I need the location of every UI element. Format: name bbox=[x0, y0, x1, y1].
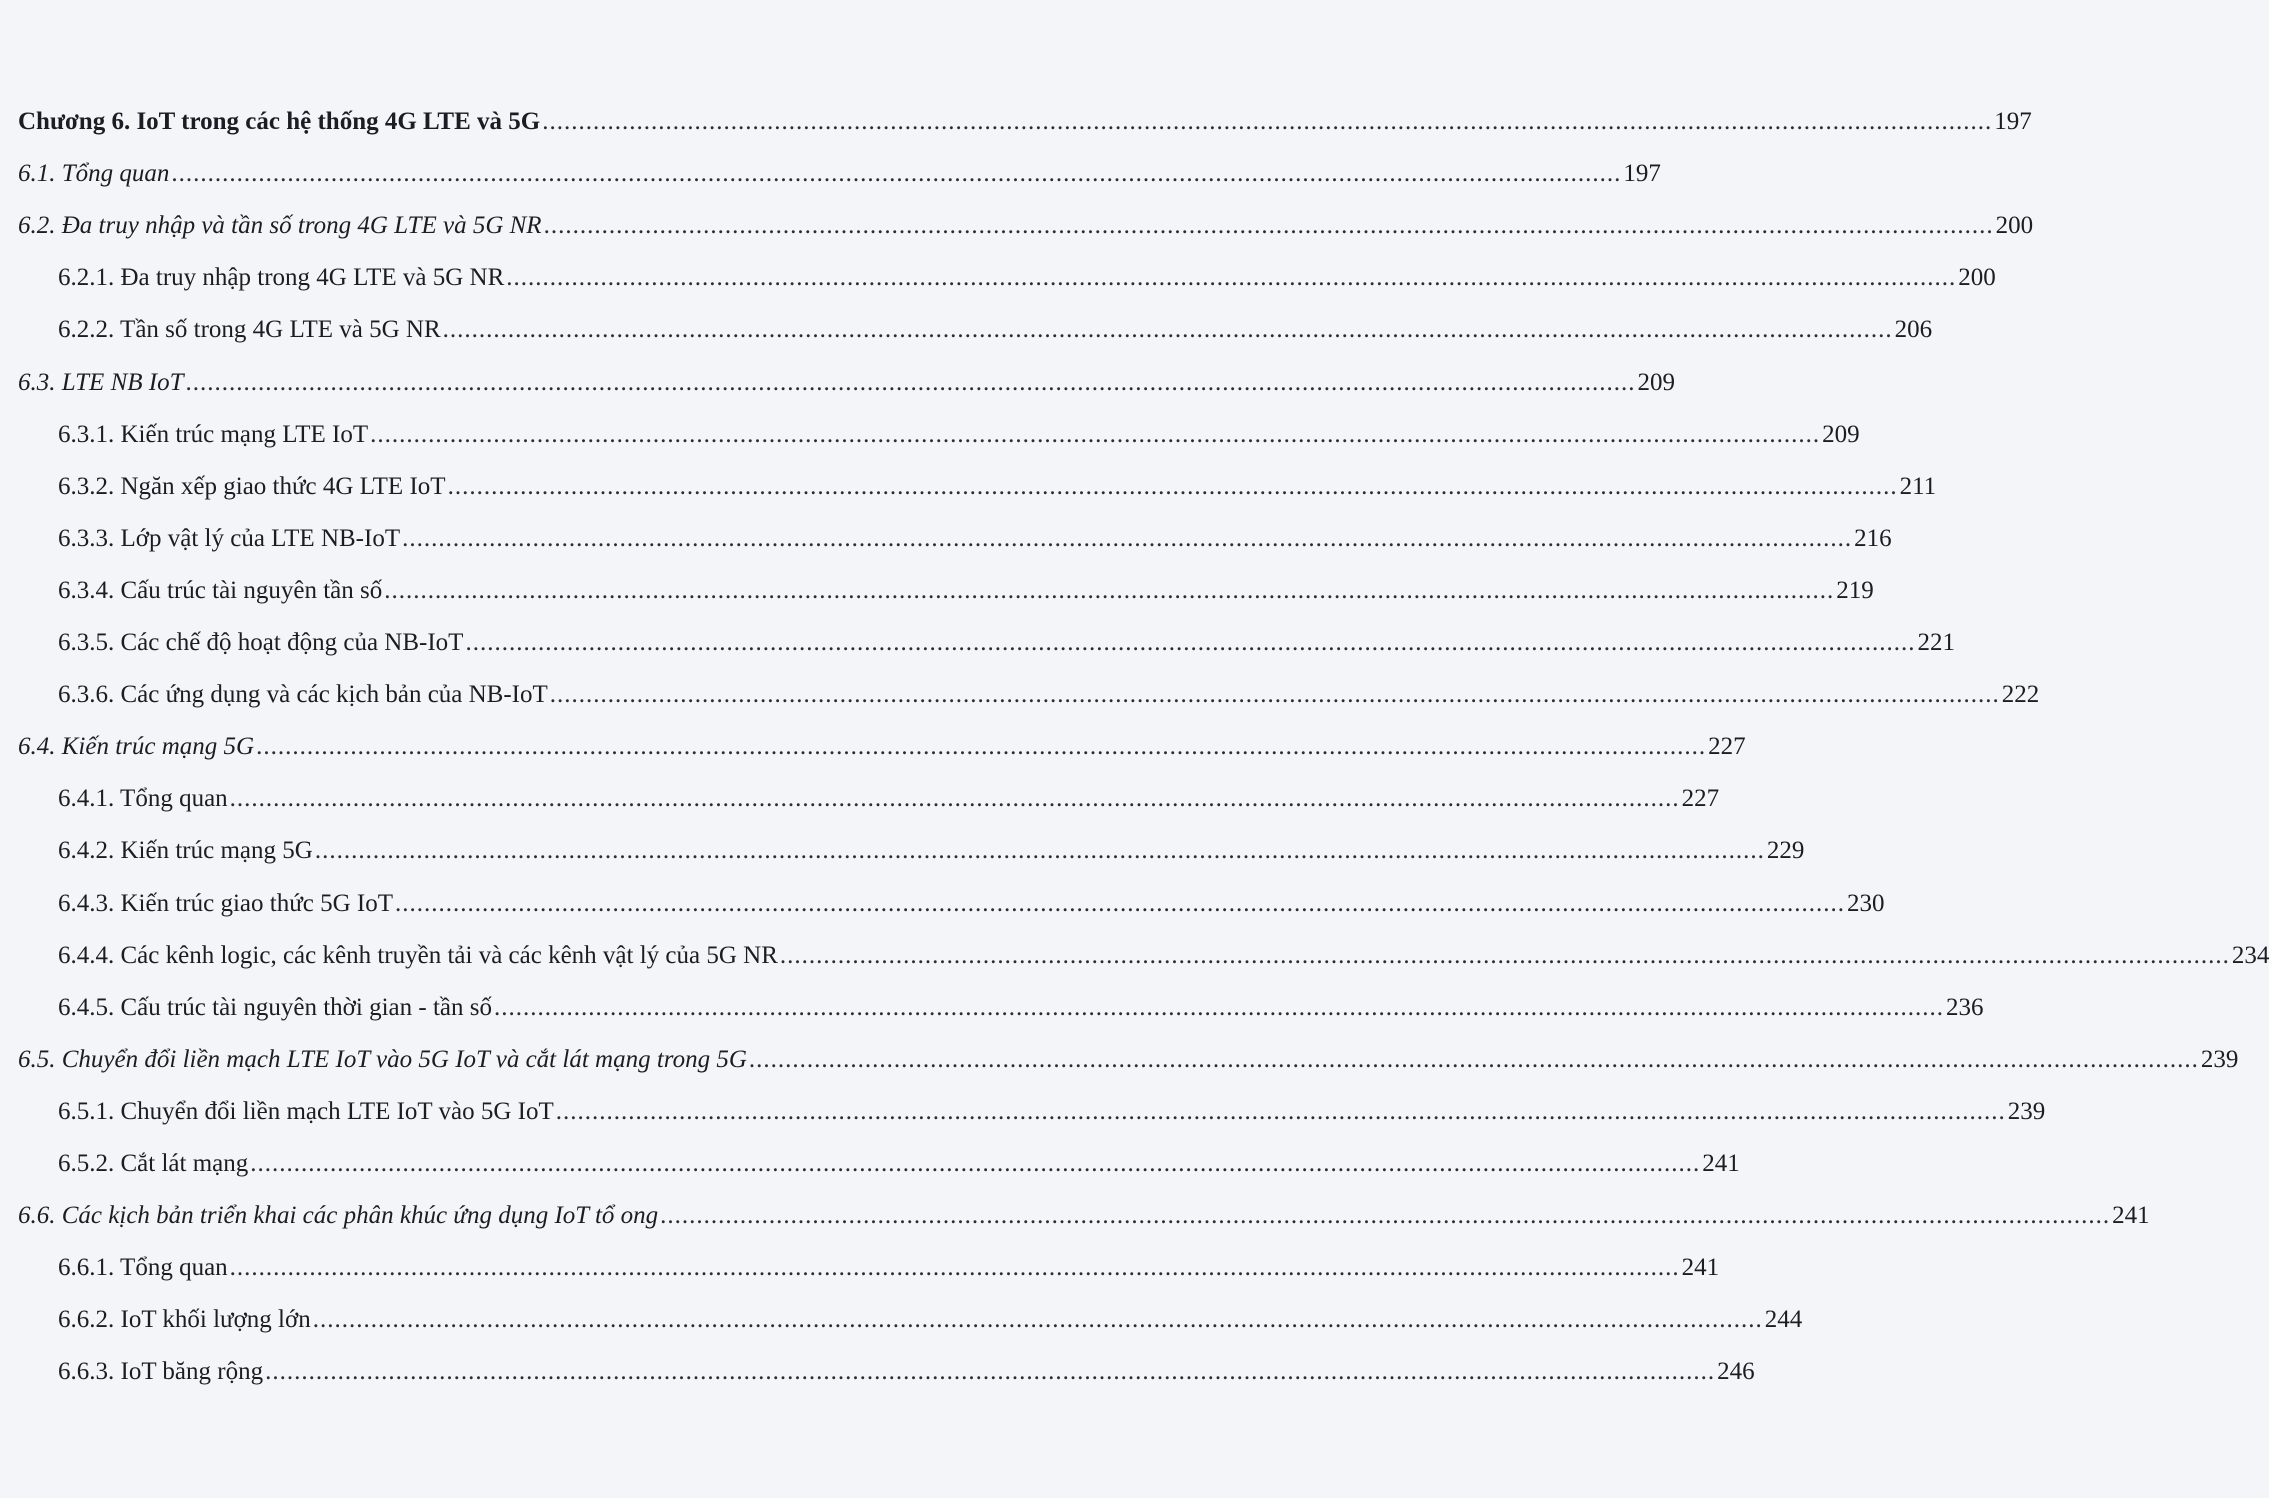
toc-page-number: 222 bbox=[2001, 681, 2040, 709]
toc-dot-leader: ........................................................................................................................................................................................................ bbox=[506, 264, 1957, 292]
toc-dot-leader: ........................................................................................................................................................................................................ bbox=[229, 785, 1680, 813]
toc-entry-title: 6.5.2. Cắt lát mạng bbox=[58, 1150, 249, 1177]
toc-page-number: 219 bbox=[1836, 576, 1874, 604]
toc-page-number: 200 bbox=[1995, 212, 2034, 240]
toc-dot-leader: ........................................................................................................................................................................................................ bbox=[229, 1254, 1680, 1282]
toc-page-number: 209 bbox=[1822, 420, 1860, 448]
toc-dot-leader: ........................................................................................................................................................................................................ bbox=[543, 212, 1994, 240]
toc-entry-title: 6.3.5. Các chế độ hoạt động của NB-IoT bbox=[58, 629, 464, 656]
toc-entry bbox=[58, 513, 1892, 565]
toc-page-number: 206 bbox=[1894, 316, 1933, 344]
toc-entry bbox=[58, 304, 1933, 356]
toc-entry bbox=[58, 565, 1874, 617]
toc-entry bbox=[18, 1034, 2239, 1086]
toc-dot-leader: ........................................................................................................................................................................................................ bbox=[465, 629, 1916, 656]
toc-page-number: 230 bbox=[1847, 889, 1885, 917]
toc-dot-leader: ........................................................................................................................................................................................................ bbox=[402, 524, 1853, 552]
toc-entry bbox=[58, 669, 2040, 721]
toc-entry-title: 6.3. LTE NB IoT bbox=[18, 368, 184, 396]
toc-dot-leader: ........................................................................................................................................................................................................ bbox=[265, 1358, 1716, 1386]
toc-entry-title: 6.4.3. Kiến trúc giao thức 5G IoT bbox=[58, 889, 393, 917]
toc-entry bbox=[18, 96, 2032, 148]
toc-entry-title: 6.3.4. Cấu trúc tài nguyên tần số bbox=[58, 576, 383, 604]
toc-entry-title: 6.4.5. Cấu trúc tài nguyên thời gian - tần số bbox=[58, 993, 492, 1021]
toc-entry bbox=[58, 930, 2269, 982]
toc-entry-title: 6.3.2. Ngăn xếp giao thức 4G LTE IoT bbox=[58, 472, 446, 500]
toc-entry bbox=[58, 982, 1984, 1034]
toc-dot-leader: ........................................................................................................................................................................................................ bbox=[312, 1306, 1763, 1334]
toc-entry bbox=[18, 721, 1746, 773]
toc-entry bbox=[58, 1346, 1755, 1398]
toc-page-number: 197 bbox=[1994, 108, 2032, 135]
toc-page-number: 234 bbox=[2231, 941, 2269, 969]
toc-entry bbox=[58, 461, 1937, 513]
toc-dot-leader: ........................................................................................................................................................................................................ bbox=[250, 1150, 1701, 1177]
toc-page-number: 211 bbox=[1899, 472, 1937, 500]
toc-page-number: 227 bbox=[1681, 785, 1720, 813]
toc-page-number: 241 bbox=[1681, 1254, 1720, 1282]
toc-entry bbox=[58, 773, 1720, 825]
toc-dot-leader: ........................................................................................................................................................................................................ bbox=[493, 993, 1944, 1021]
toc-entry-title: 6.3.3. Lớp vật lý của LTE NB-IoT bbox=[58, 524, 401, 552]
toc-dot-leader: ........................................................................................................................................................................................................ bbox=[395, 889, 1845, 917]
toc-entry-title: 6.4.2. Kiến trúc mạng 5G bbox=[58, 837, 313, 865]
toc-dot-leader: ........................................................................................................................................................................................................ bbox=[384, 576, 1835, 604]
toc-entry-title: 6.6.2. IoT khối lượng lớn bbox=[58, 1306, 311, 1334]
toc-page-number: 216 bbox=[1854, 524, 1892, 552]
toc-entry bbox=[58, 1086, 2046, 1138]
toc-entry bbox=[18, 148, 1661, 200]
toc-dot-leader: ........................................................................................................................................................................................................ bbox=[185, 368, 1636, 396]
toc-dot-leader: ........................................................................................................................................................................................................ bbox=[370, 420, 1821, 448]
toc-dot-leader: ........................................................................................................................................................................................................ bbox=[748, 1045, 2199, 1073]
toc-dot-leader: ........................................................................................................................................................................................................ bbox=[171, 160, 1622, 188]
toc-entry bbox=[18, 200, 2034, 252]
toc-page-number: 239 bbox=[2007, 1097, 2046, 1125]
toc-page-number: 209 bbox=[1637, 368, 1676, 396]
toc-entry-title: 6.5.1. Chuyển đổi liền mạch LTE IoT vào 5G IoT bbox=[58, 1097, 554, 1125]
toc-entry bbox=[58, 1294, 1803, 1346]
toc-entry-title: 6.3.6. Các ứng dụng và các kịch bản của NB-IoT bbox=[58, 681, 548, 709]
toc-page-number: 239 bbox=[2200, 1045, 2239, 1073]
toc-entry-title: 6.4.4. Các kênh logic, các kênh truyền tải và các kênh vật lý của 5G NR bbox=[58, 941, 778, 969]
toc-entry bbox=[58, 409, 1860, 461]
toc-page-number: 241 bbox=[2112, 1202, 2150, 1230]
toc-entry-title: 6.2.2. Tần số trong 4G LTE và 5G NR bbox=[58, 316, 441, 344]
toc-entry-title: 6.2.1. Đa truy nhập trong 4G LTE và 5G NR bbox=[58, 264, 505, 292]
toc-dot-leader: ........................................................................................................................................................................................................ bbox=[256, 733, 1707, 761]
toc-page-number: 236 bbox=[1945, 993, 1984, 1021]
toc-page-number: 227 bbox=[1708, 733, 1746, 761]
toc-dot-leader: ........................................................................................................................................................................................................ bbox=[549, 681, 2000, 709]
toc-entry-title: 6.4. Kiến trúc mạng 5G bbox=[18, 733, 255, 761]
toc-entry-title: 6.3.1. Kiến trúc mạng LTE IoT bbox=[58, 420, 369, 448]
toc-dot-leader: ........................................................................................................................................................................................................ bbox=[447, 472, 1898, 500]
toc-entry bbox=[58, 825, 1805, 877]
toc-dot-leader: ........................................................................................................................................................................................................ bbox=[555, 1097, 2006, 1125]
toc-page-number: 200 bbox=[1958, 264, 1996, 292]
toc-entry bbox=[58, 617, 1955, 669]
toc-entry-title: 6.5. Chuyển đổi liền mạch LTE IoT vào 5G IoT và cắt lát mạng trong 5G bbox=[18, 1045, 747, 1073]
toc-entry-title: 6.6.1. Tổng quan bbox=[58, 1254, 228, 1282]
toc-entry bbox=[58, 1242, 1720, 1294]
toc-dot-leader: ........................................................................................................................................................................................................ bbox=[314, 837, 1765, 865]
toc-dot-leader: ........................................................................................................................................................................................................ bbox=[442, 316, 1893, 344]
toc-entry bbox=[18, 357, 1676, 409]
toc-entry-title: 6.4.1. Tổng quan bbox=[58, 785, 228, 813]
toc-page-number: 221 bbox=[1917, 629, 1955, 656]
toc-dot-leader: ........................................................................................................................................................................................................ bbox=[660, 1202, 2111, 1230]
toc-entry-title: 6.1. Tổng quan bbox=[18, 160, 170, 188]
toc-page-number: 197 bbox=[1623, 160, 1661, 188]
toc-entry-title: Chương 6. IoT trong các hệ thống 4G LTE và 5G bbox=[18, 108, 541, 135]
toc-dot-leader: ........................................................................................................................................................................................................ bbox=[779, 941, 2230, 969]
toc-entry bbox=[58, 878, 1885, 930]
toc-page-number: 246 bbox=[1717, 1358, 1755, 1386]
toc-entry-title: 6.2. Đa truy nhập và tần số trong 4G LTE và 5G NR bbox=[18, 212, 542, 240]
toc-dot-leader: ........................................................................................................................................................................................................ bbox=[542, 108, 1993, 135]
toc-entry-title: 6.6. Các kịch bản triển khai các phân khúc ứng dụng IoT tổ ong bbox=[18, 1202, 659, 1230]
toc-page-number: 244 bbox=[1764, 1306, 1803, 1334]
toc-entry bbox=[58, 1138, 1740, 1190]
toc-entry bbox=[58, 252, 1996, 304]
toc-entry-title: 6.6.3. IoT băng rộng bbox=[58, 1358, 264, 1386]
toc-page-number: 229 bbox=[1766, 837, 1805, 865]
toc-page-number: 241 bbox=[1702, 1150, 1740, 1177]
toc-entry bbox=[18, 1190, 2150, 1242]
